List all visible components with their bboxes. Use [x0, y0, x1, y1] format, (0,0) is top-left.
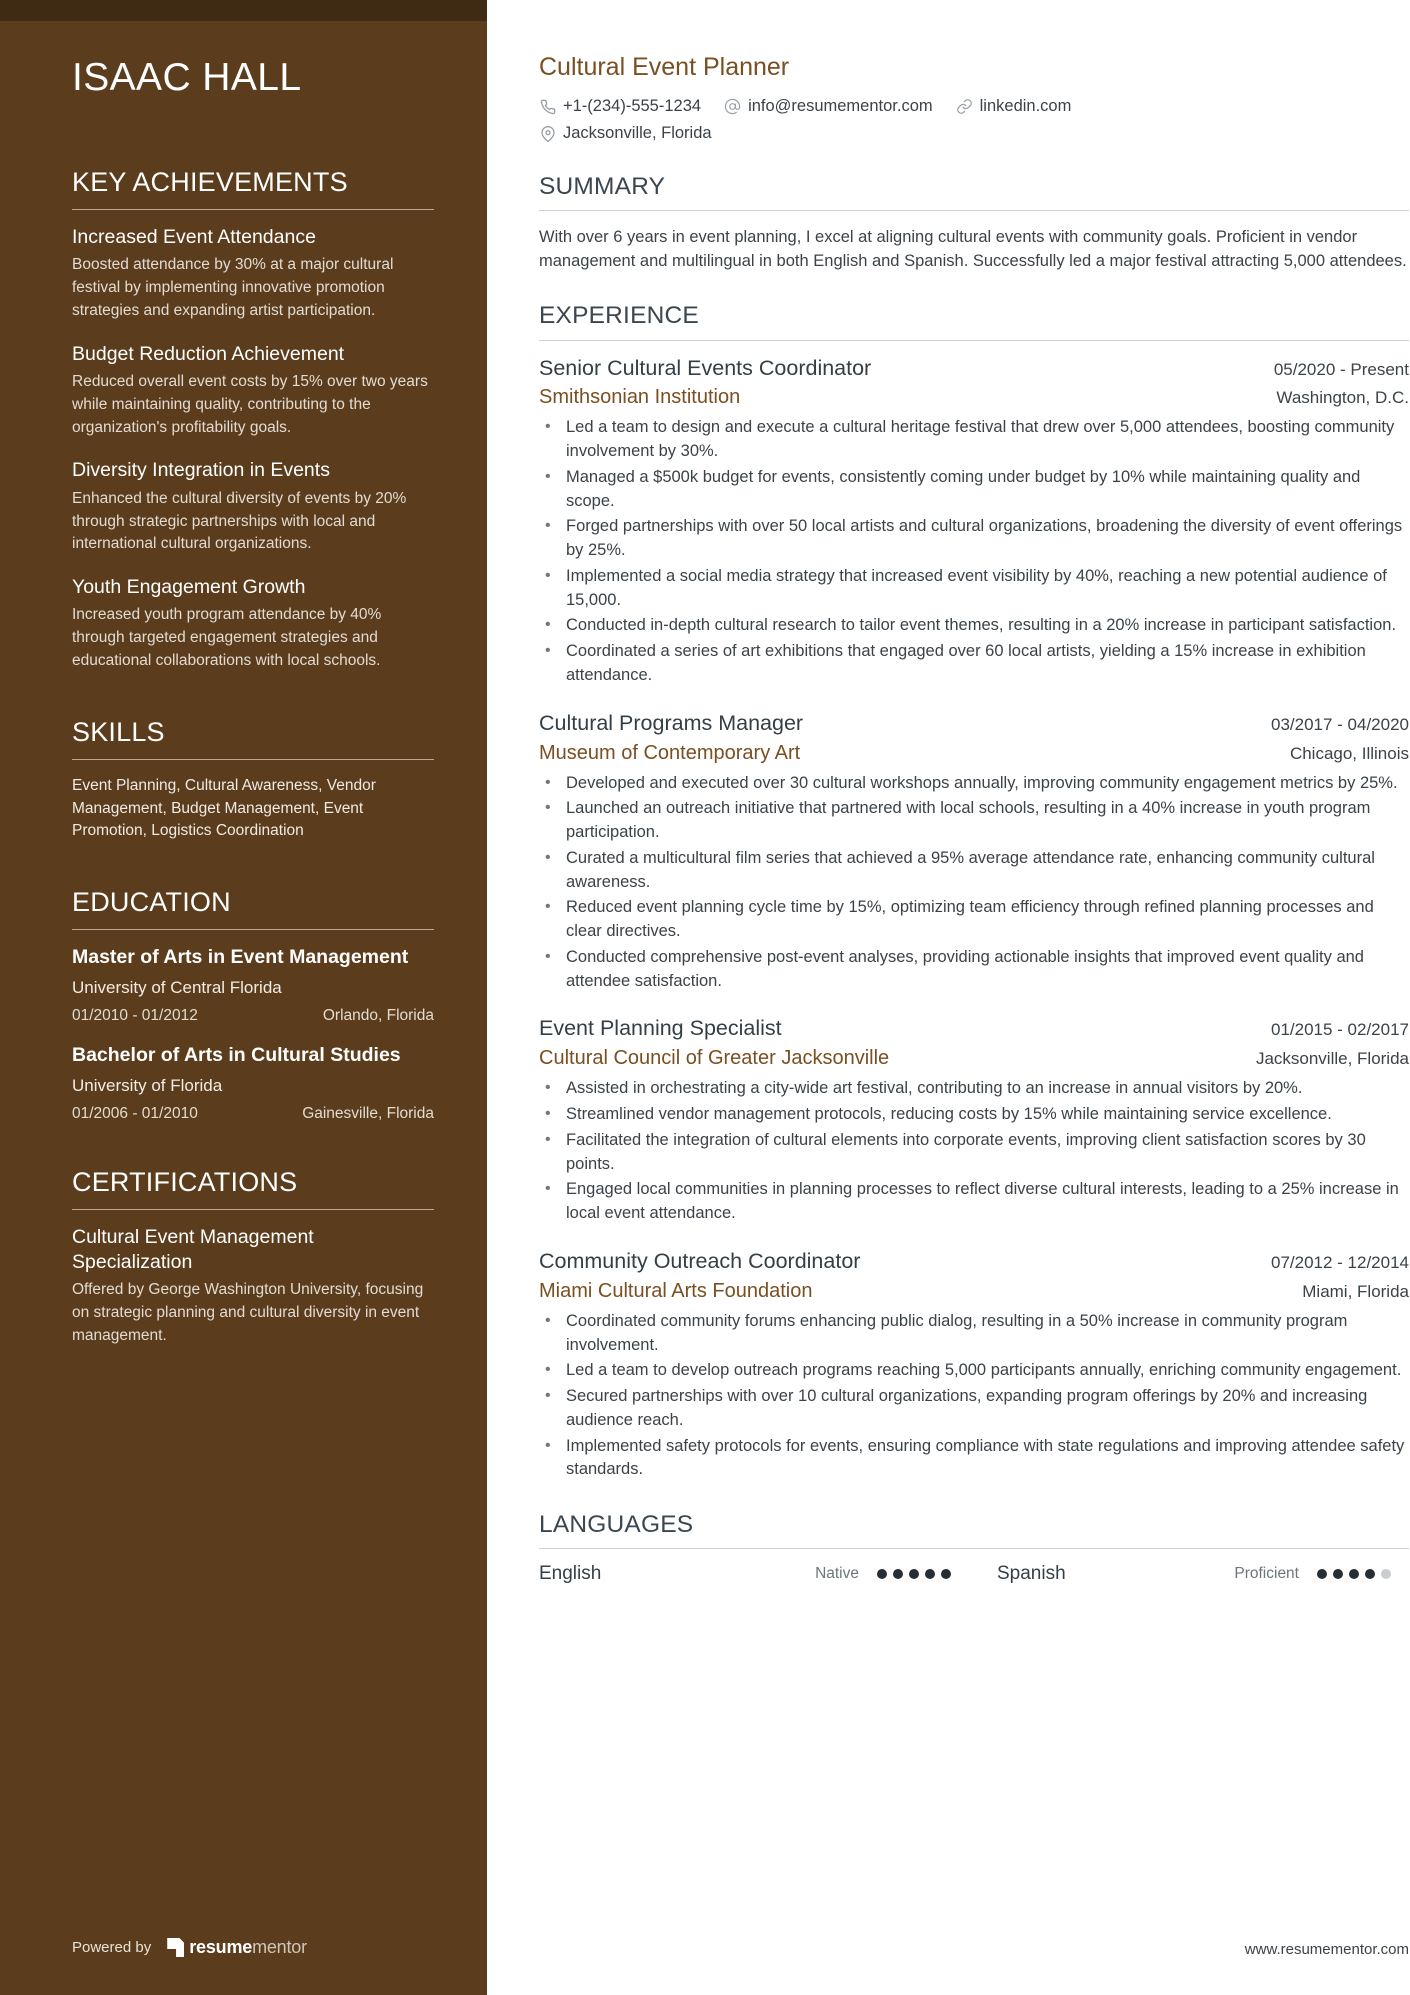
achievement-description: Enhanced the cultural diversity of events by 20% through strategic partnerships with local and international cultural organizations. — [72, 489, 407, 553]
sidebar — [0, 0, 487, 1995]
rating-dot — [1365, 1569, 1375, 1579]
section-key-achievements — [72, 167, 434, 673]
divider — [539, 340, 1409, 341]
rating-dot — [909, 1569, 919, 1579]
rating-dot — [1317, 1569, 1327, 1579]
experience-company: Smithsonian Institution — [539, 386, 741, 409]
bullet-item: • Coordinated a series of art exhibitions that engaged over 60 local artists, yielding a 15% increase in exhibition attendance. — [539, 640, 1409, 688]
achievement-title: Budget Reduction Achievement — [72, 342, 345, 365]
contact-phone[interactable] — [539, 97, 701, 117]
experience-location: Miami, Florida — [1302, 1281, 1409, 1301]
languages-row — [539, 1563, 1409, 1585]
bullet-item: • Developed and executed over 30 cultural workshops annually, improving community engagement metrics by 25%. — [539, 772, 1409, 796]
education-location: Orlando, Florida — [322, 1007, 434, 1025]
education-heading: EDUCATION — [72, 887, 231, 918]
contact-line-primary — [539, 97, 1409, 117]
experience-heading: EXPERIENCE — [539, 302, 699, 330]
rating-dot — [941, 1569, 951, 1579]
education-meta — [72, 1105, 434, 1123]
experience-location: Jacksonville, Florida — [1255, 1049, 1409, 1069]
site-url-footer: www.resumementor.com — [1244, 1941, 1409, 1958]
certifications-heading: CERTIFICATIONS — [72, 1167, 298, 1198]
language-name: English — [539, 1563, 602, 1585]
contact-email[interactable] — [724, 97, 933, 117]
candidate-name: ISAAC HALL — [72, 56, 302, 99]
languages-heading: LANGUAGES — [539, 1511, 694, 1539]
bullet-item: • Forged partnerships with over 50 local artists and cultural organizations, broadening the diversity of event offerings by 25%. — [539, 515, 1409, 563]
contact-location — [539, 124, 712, 144]
divider — [72, 759, 434, 760]
language-name: Spanish — [997, 1563, 1066, 1585]
experience-bullets — [539, 416, 1409, 687]
experience-company-row — [539, 1278, 1409, 1304]
powered-by-label: Powered by — [72, 1939, 152, 1956]
education-location: Gainesville, Florida — [302, 1105, 434, 1123]
divider — [539, 210, 1409, 211]
location-text: Jacksonville, Florida — [563, 123, 712, 142]
language-level-cell — [1169, 1565, 1299, 1583]
divider — [72, 1209, 434, 1210]
experience-item — [539, 355, 1409, 688]
language-rating — [1299, 1569, 1409, 1579]
education-school: University of Florida — [72, 1076, 223, 1096]
rating-dot — [893, 1569, 903, 1579]
rating-dots — [1317, 1569, 1391, 1579]
experience-bullets — [539, 1077, 1409, 1226]
contact-website[interactable] — [956, 97, 1072, 117]
main-content — [487, 0, 1410, 1995]
experience-job-title: Senior Cultural Events Coordinator — [539, 355, 872, 380]
bullet-item: • Managed a $500k budget for events, consistently coming under budget by 10% while maintaining quality and scope. — [539, 466, 1409, 514]
experience-location: Chicago, Illinois — [1289, 743, 1409, 763]
experience-company: Museum of Contemporary Art — [539, 741, 801, 764]
rating-dot — [1333, 1569, 1343, 1579]
language-item — [969, 1563, 1169, 1585]
rating-dot — [877, 1569, 887, 1579]
education-item — [72, 945, 434, 1025]
achievement-item — [72, 575, 434, 673]
language-rating — [859, 1569, 969, 1579]
experience-location: Washington, D.C. — [1276, 388, 1409, 408]
website-text: linkedin.com — [979, 97, 1072, 115]
experience-dates: 03/2017 - 04/2020 — [1270, 714, 1409, 734]
certification-item — [72, 1225, 434, 1347]
phone-text: +1-(234)-555-1234 — [563, 97, 702, 115]
bullet-item: • Implemented safety protocols for events, ensuring compliance with state regulations and improving attendee safety standards. — [539, 1435, 1409, 1483]
education-degree: Master of Arts in Event Management — [72, 946, 409, 969]
education-item — [72, 1043, 434, 1123]
experience-bullets — [539, 1310, 1409, 1482]
certification-title: Cultural Event Management Specialization — [72, 1226, 314, 1273]
brand-bold: resume — [189, 1937, 253, 1957]
experience-company-row — [539, 384, 1409, 410]
bullet-item: • Reduced event planning cycle time by 15%, optimizing team efficiency through refined planning processes and clear directives. — [539, 896, 1409, 944]
education-dates: 01/2010 - 01/2012 — [72, 1007, 198, 1025]
bullet-item: • Led a team to design and execute a cultural heritage festival that drew over 5,000 attendees, boosting community involvement by 30%. — [539, 416, 1409, 464]
contact-block — [539, 97, 1409, 144]
certification-description: Offered by George Washington University, focusing on strategic planning and cultural diversity in event management. — [72, 1281, 424, 1344]
resumementor-wordmark — [189, 1937, 307, 1958]
bullet-item: • Led a team to develop outreach programs reaching 5,000 participants annually, enriching community engagement. — [539, 1359, 1409, 1383]
bullet-item: • Curated a multicultural film series that achieved a 95% average attendance rate, enhancing community cultural awareness. — [539, 847, 1409, 895]
experience-dates: 01/2015 - 02/2017 — [1270, 1020, 1409, 1040]
experience-job-title: Community Outreach Coordinator — [539, 1248, 861, 1273]
section-skills — [72, 717, 434, 843]
section-experience — [539, 301, 1409, 1482]
experience-item — [539, 1015, 1409, 1225]
experience-dates: 07/2012 - 12/2014 — [1270, 1252, 1409, 1272]
link-icon — [956, 98, 973, 115]
rating-dots — [877, 1569, 951, 1579]
achievement-title: Increased Event Attendance — [72, 225, 316, 248]
experience-title-row — [539, 355, 1409, 383]
rating-dot — [925, 1569, 935, 1579]
divider — [539, 1548, 1409, 1549]
experience-job-title: Event Planning Specialist — [539, 1016, 782, 1041]
skills-list: Event Planning, Cultural Awareness, Vendor Management, Budget Management, Event Promotion, Logistics Coordination — [72, 776, 376, 840]
experience-company-row — [539, 740, 1409, 766]
education-degree: Bachelor of Arts in Cultural Studies — [72, 1044, 401, 1067]
email-text: info@resumementor.com — [748, 97, 933, 115]
language-level: Proficient — [1234, 1565, 1299, 1583]
contact-line-secondary — [539, 124, 1409, 144]
bullet-item: • Secured partnerships with over 10 cultural organizations, expanding program offerings by 20% and increasing audience reach. — [539, 1385, 1409, 1433]
headline-job-title: Cultural Event Planner — [539, 53, 790, 81]
achievement-title: Youth Engagement Growth — [72, 576, 306, 599]
bullet-item: • Coordinated community forums enhancing public dialog, resulting in a 50% increase in community program involvement. — [539, 1310, 1409, 1358]
phone-icon — [539, 98, 556, 115]
education-dates: 01/2006 - 01/2010 — [72, 1105, 198, 1123]
bullet-item: • Implemented a social media strategy that increased event visibility by 40%, reaching a new potential audience of 15,000. — [539, 565, 1409, 613]
experience-item — [539, 710, 1409, 994]
powered-by-footer — [72, 1937, 307, 1958]
achievement-description: Reduced overall event costs by 15% over two years while maintaining quality, contributing to the organization's profitability goals. — [72, 373, 428, 436]
experience-company-row — [539, 1045, 1409, 1071]
experience-company: Miami Cultural Arts Foundation — [539, 1279, 813, 1302]
section-languages — [539, 1510, 1409, 1585]
at-sign-icon — [724, 98, 741, 115]
achievement-item — [72, 225, 434, 323]
experience-dates: 05/2020 - Present — [1273, 359, 1409, 379]
divider — [72, 209, 434, 210]
achievement-item — [72, 458, 434, 556]
education-meta — [72, 1007, 434, 1025]
experience-item — [539, 1248, 1409, 1482]
language-level: Native — [815, 1565, 859, 1583]
section-education — [72, 887, 434, 1123]
experience-job-title: Cultural Programs Manager — [539, 710, 804, 735]
experience-title-row — [539, 710, 1409, 738]
achievement-description: Boosted attendance by 30% at a major cultural festival by implementing innovative promotion strategies and expanding artist participation. — [72, 256, 394, 319]
rating-dot — [1349, 1569, 1359, 1579]
divider — [72, 929, 434, 930]
achievement-title: Diversity Integration in Events — [72, 459, 330, 482]
language-level-cell — [739, 1565, 859, 1583]
achievement-description: Increased youth program attendance by 40% through targeted engagement strategies and educational collaborations with local schools. — [72, 606, 382, 670]
skills-heading: SKILLS — [72, 716, 165, 747]
bullet-item: • Conducted in-depth cultural research to tailor event themes, resulting in a 20% increase in participant satisfaction. — [539, 614, 1409, 638]
key-achievements-heading: KEY ACHIEVEMENTS — [72, 166, 348, 197]
section-summary — [539, 172, 1409, 274]
resumementor-mark-icon — [167, 1938, 184, 1957]
bullet-item: • Facilitated the integration of cultural elements into corporate events, improving client satisfaction scores by 30 points. — [539, 1129, 1409, 1177]
map-pin-icon — [539, 125, 556, 142]
bullet-item: • Launched an outreach initiative that partnered with local schools, resulting in a 40% increase in youth program participation. — [539, 797, 1409, 845]
experience-title-row — [539, 1015, 1409, 1043]
bullet-item: • Engaged local communities in planning processes to reflect diverse cultural interests, leading to a 25% increase in local event attendance. — [539, 1178, 1409, 1226]
bullet-item: • Streamlined vendor management protocols, reducing costs by 15% while maintaining service excellence. — [539, 1103, 1409, 1127]
section-certifications — [72, 1167, 434, 1347]
experience-title-row — [539, 1248, 1409, 1276]
language-item — [539, 1563, 739, 1585]
summary-heading: SUMMARY — [539, 172, 666, 200]
brand-light: mentor — [252, 1937, 307, 1957]
experience-bullets — [539, 772, 1409, 994]
bullet-item: • Conducted comprehensive post-event analyses, providing actionable insights that improved event quality and attendee satisfaction. — [539, 946, 1409, 994]
education-school: University of Central Florida — [72, 978, 282, 998]
rating-dot-empty — [1381, 1569, 1391, 1579]
resumementor-logo — [167, 1937, 307, 1958]
bullet-item: • Assisted in orchestrating a city-wide art festival, contributing to an increase in annual visitors by 20%. — [539, 1077, 1409, 1101]
experience-company: Cultural Council of Greater Jacksonville — [539, 1047, 890, 1070]
summary-text: With over 6 years in event planning, I excel at aligning cultural events with community goals. Proficient in vendor management and multilingual in both English and Spanish. Successfully led a major festival attracting 5,000 attendees. — [539, 227, 1407, 271]
achievement-item — [72, 342, 434, 440]
